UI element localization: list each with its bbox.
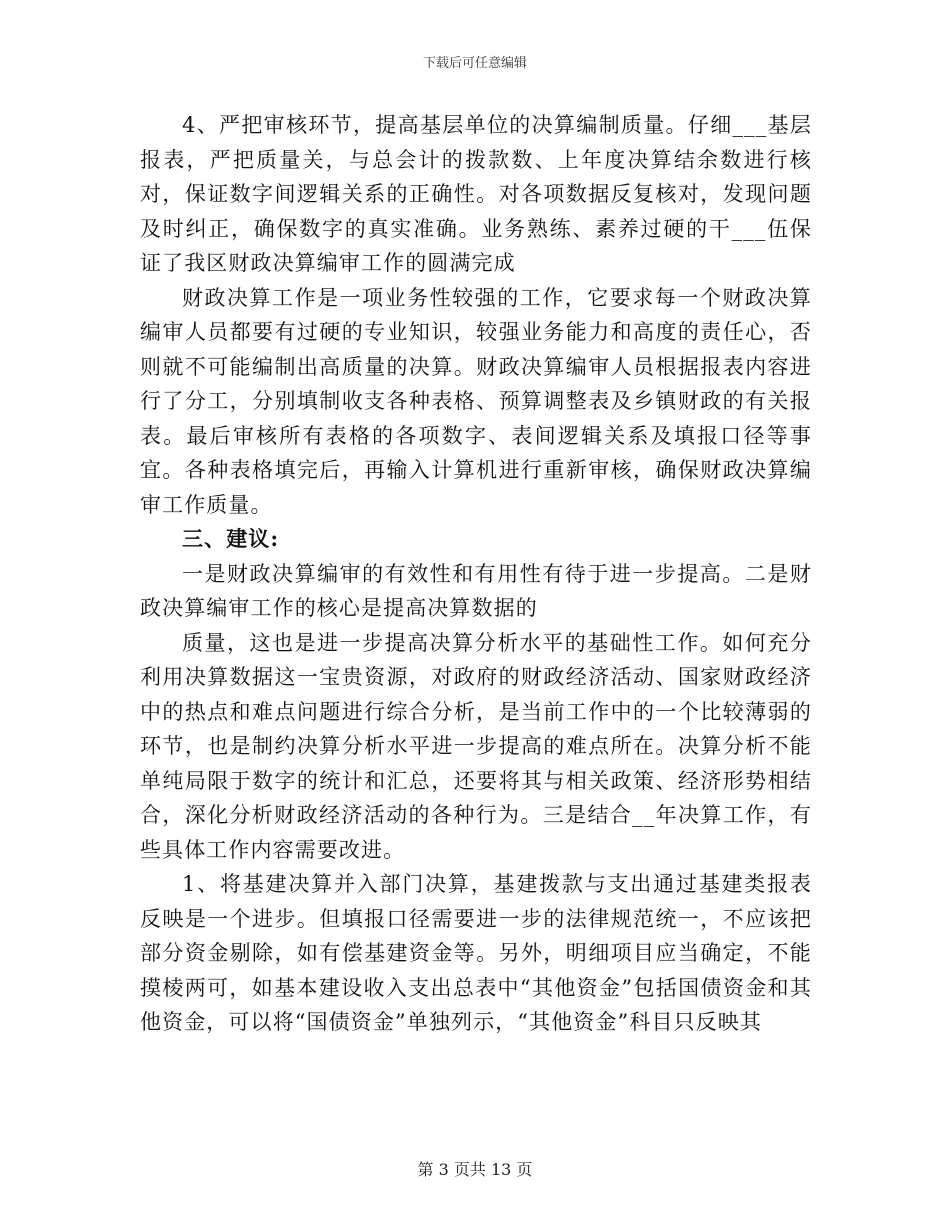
- paragraph-final-accounts-work: 财政决算工作是一项业务性较强的工作，它要求每一个财政决算编审人员都要有过硬的专业知识，较强业务能力和高度的责任心，否则就不可能编制出高质量的决算。财政决算编审人员根据报表内容进行了分工，分别填制收支各种表格、预算调整表及乡镇财政的有关报表。最后审核所有表格的各项数字、表间逻辑关系及填报口径等事宜。各种表格填完后，再输入计算机进行重新审核，确保财政决算编审工作质量。: [140, 285, 812, 517]
- paragraph-capital-construction: 1、将基建决算并入部门决算，基建拨款与支出通过基建类报表反映是一个进步。但填报口径需要进一步的法律规范统一，不应该把部分资金剔除，如有偿基建资金等。另外，明细项目应当确定，不能摸棱两可，如基本建设收入支出总表中“其他资金”包括国债资金和其他资金，可以将“国债资金”单独列示，“其他资金”科目只反映其: [140, 872, 812, 1034]
- page-number: 第 3 页共 13 页: [417, 1160, 533, 1179]
- paragraph-review-quality: 4、严把审核环节，提高基层单位的决算编制质量。仔细___基层报表，严把质量关，与总会计的拨款数、上年度决算结余数进行核对，保证数字间逻辑关系的正确性。对各项数据反复核对，发现问题及时纠正，确保数字的真实准确。业务熟练、素养过硬的干___伍保证了我区财政决算编审工作的圆满完成: [140, 113, 812, 275]
- section-heading-suggestions: 三、建议:: [182, 526, 280, 551]
- page-header: 下载后可任意编辑: [422, 56, 527, 71]
- document-body: [140, 108, 812, 1040]
- paragraph-suggestions-intro: 一是财政决算编审的有效性和有用性有待于进一步提高。二是财政决算编审工作的核心是提高决算数据的: [140, 561, 812, 620]
- paragraph-data-quality: 质量，这也是进一步提高决算分析水平的基础性工作。如何充分利用决算数据这一宝贵资源，对政府的财政经济活动、国家财政经济中的热点和难点问题进行综合分析，是当前工作中的一个比较薄弱的环节，也是制约决算分析水平进一步提高的难点所在。决算分析不能单纯局限于数字的统计和汇总，还要将其与相关政策、经济形势相结合，深化分析财政经济活动的各种行为。三是结合__年决算工作，有些具体工作内容需要改进。: [140, 630, 812, 862]
